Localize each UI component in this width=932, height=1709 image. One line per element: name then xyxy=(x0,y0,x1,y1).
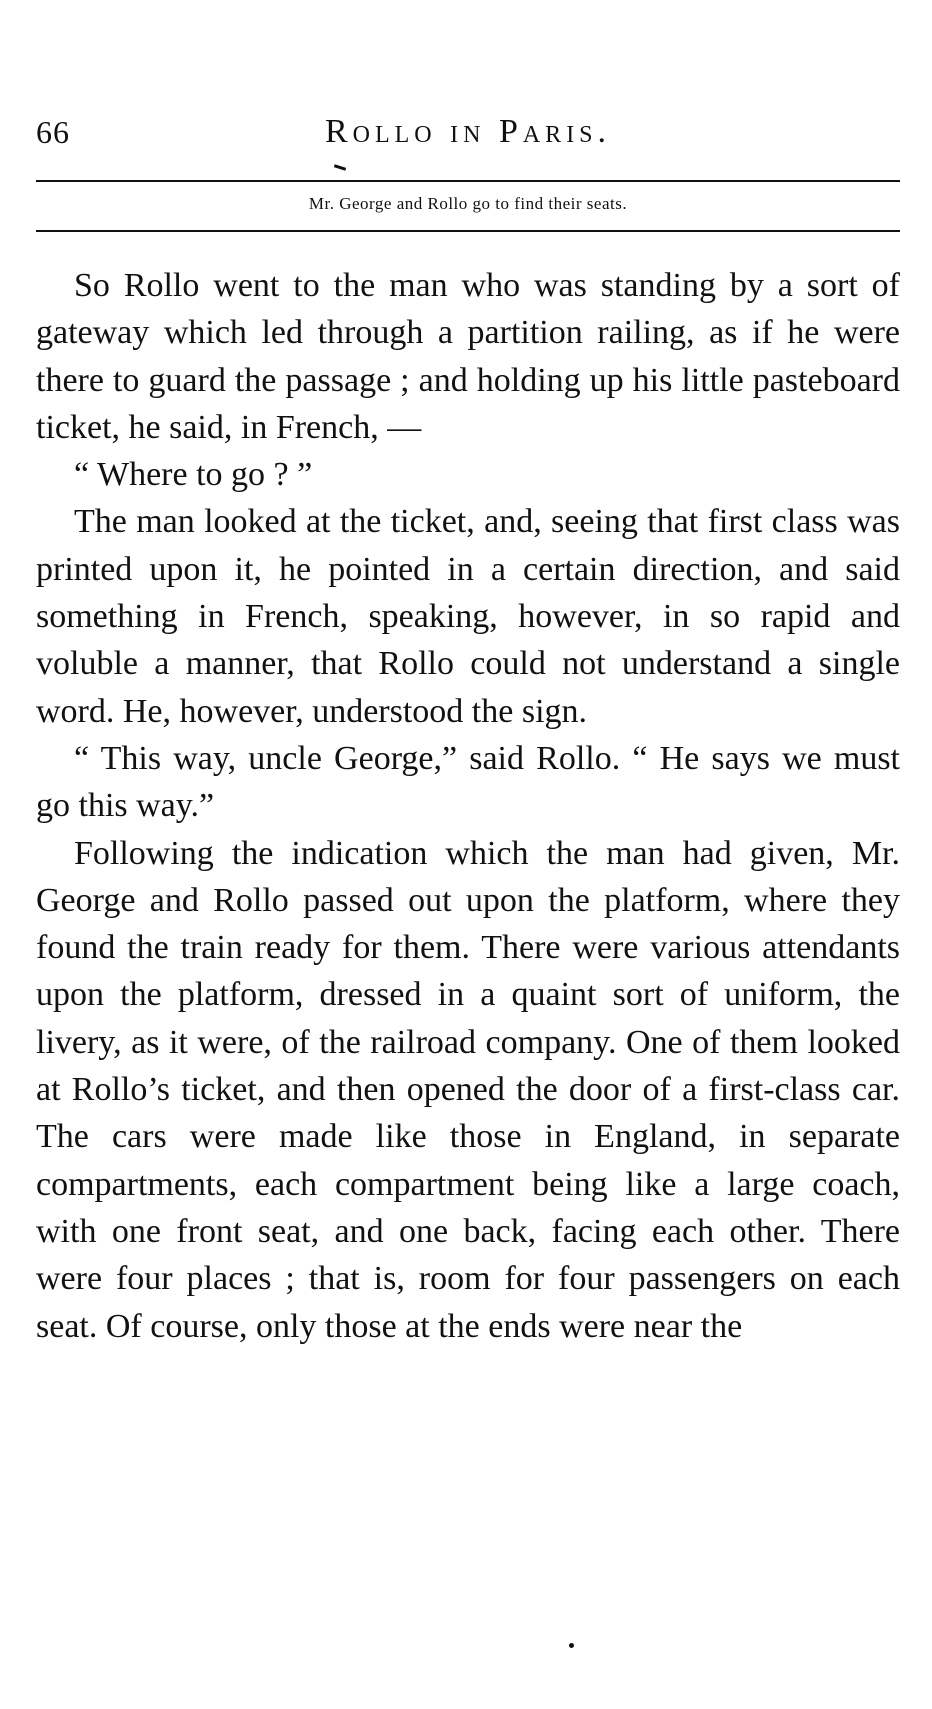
ink-speck xyxy=(569,1643,574,1648)
body-text xyxy=(36,262,900,1350)
paragraph-3: The man looked at the ticket, and, seeing that first class was printed upon it, he pointed in a certain direction, and said something in French, speaking, however, in so rapid and voluble a manner, that Rollo could not understand a single word. He, however, understood the sign. xyxy=(36,503,900,730)
header-ornament-mark xyxy=(334,164,346,171)
header-rule-top xyxy=(36,180,900,182)
paragraph-2: “ Where to go ? ” xyxy=(74,456,313,494)
paragraph-4: “ This way, uncle George,” said Rollo. “ He says we must go this way.” xyxy=(36,739,900,825)
paragraph-5: Following the indication which the man had given, Mr. George and Rollo passed out upon the platform, where they found the train ready for them. There were various attendants upon the platform, dressed in a quaint sort of uniform, the livery, as it were, of the railroad company. One of them looked at Rollo’s ticket, and then opened the door of a first-class car. The cars were made like those in England, in separate compartments, each compartment being like a large coach, with one front seat, and one back, facing each other. There were four places ; that is, room for four passengers on each seat. Of course, only those at the ends were near the xyxy=(36,834,900,1345)
section-subhead: Mr. George and Rollo go to find their seats. xyxy=(308,194,628,213)
book-title: Rollo in Paris. xyxy=(324,113,612,150)
paragraph-1: So Rollo went to the man who was standing by a sort of gateway which led through a partition railing, as if he were there to guard the passage ; and holding up his little pasteboard ticket, he said, in French, — xyxy=(36,267,900,446)
page-number: 66 xyxy=(36,114,70,150)
header-rule-bottom xyxy=(36,230,900,232)
running-head xyxy=(36,112,900,158)
